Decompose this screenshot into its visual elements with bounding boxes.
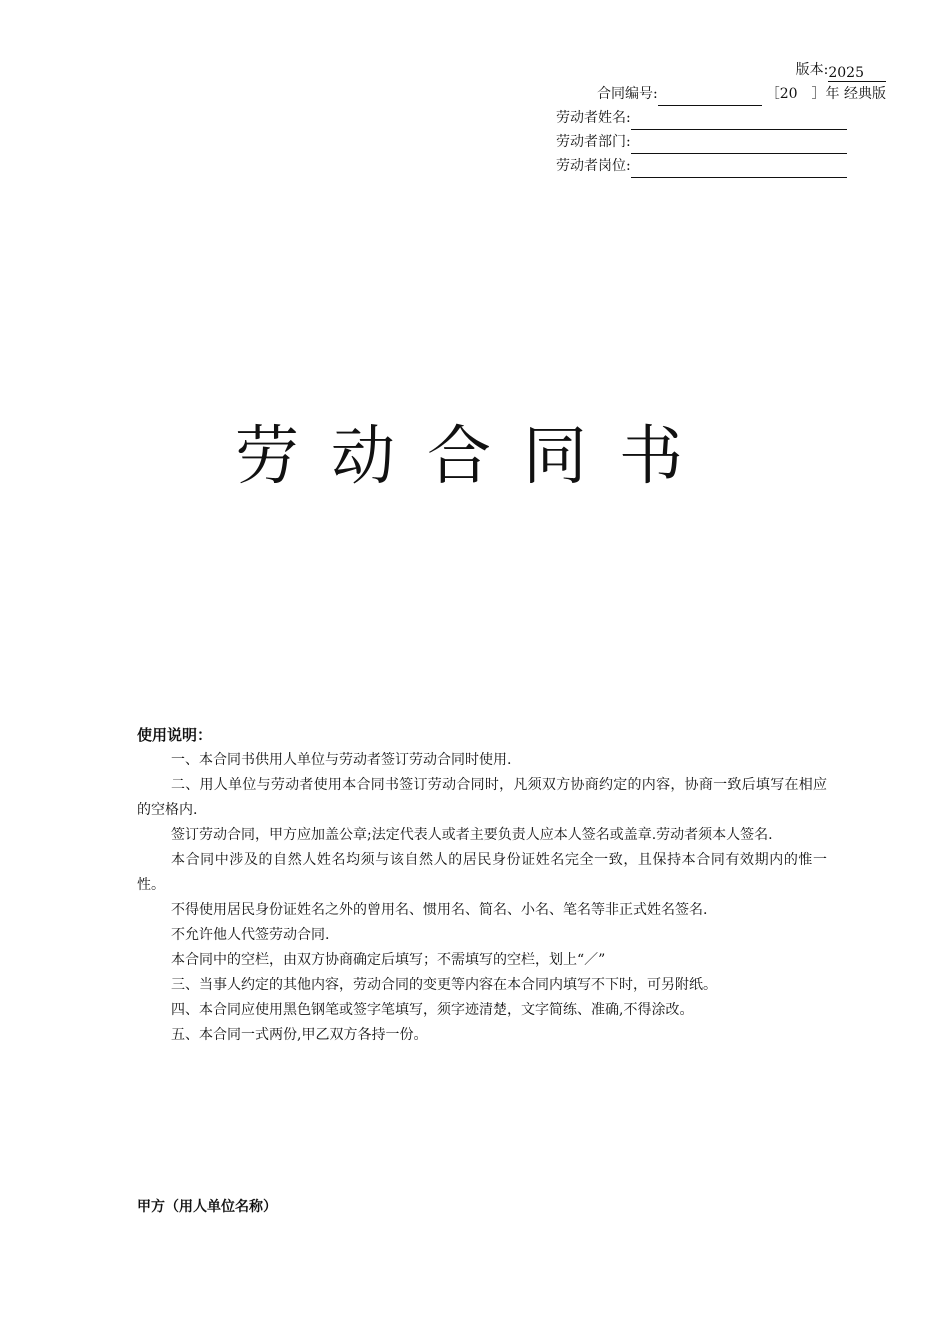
worker-name-field[interactable] [631, 113, 847, 130]
contract-header [526, 58, 886, 178]
worker-dept-label: 劳动者部门: [556, 134, 631, 150]
version-row [526, 58, 886, 82]
contract-number-label: 合同编号: [597, 86, 658, 102]
instruction-paragraph: 本合同中的空栏，由双方协商确定后填写；不需填写的空栏，划上“／” [171, 952, 606, 968]
instruction-paragraph: 四、本合同应使用黑色钢笔或签字笔填写，须字迹清楚，文字简练、准确,不得涂改。 [171, 1002, 694, 1018]
instruction-paragraph: 五、本合同一式两份,甲乙双方各持一份。 [171, 1027, 428, 1043]
instruction-paragraph: 一、本合同书供用人单位与劳动者签订劳动合同时使用. [171, 752, 512, 768]
instruction-paragraph: 签订劳动合同，甲方应加盖公章;法定代表人或者主要负责人应本人签名或盖章.劳动者须本人签名. [171, 827, 773, 843]
worker-dept-row [526, 130, 886, 154]
worker-post-label: 劳动者岗位: [556, 158, 631, 174]
worker-post-field[interactable] [631, 161, 847, 178]
worker-name-row [526, 106, 886, 130]
instruction-paragraph: 二、用人单位与劳动者使用本合同书签订劳动合同时，凡须双方协商约定的内容，协商一致后填写在相应的空格内. [137, 777, 827, 818]
instruction-paragraph: 不得使用居民身份证姓名之外的曾用名、惯用名、简名、小名、笔名等非正式姓名签名. [171, 902, 708, 918]
instruction-paragraph: 本合同中涉及的自然人姓名均须与该自然人的居民身份证姓名完全一致，且保持本合同有效期内的惟一性。 [137, 852, 827, 893]
contract-number-field[interactable] [658, 89, 762, 106]
version-label: 版本: [795, 62, 829, 78]
contract-number-row [526, 82, 886, 106]
document-title: 劳动合同书 [235, 420, 715, 494]
version-value[interactable]: 2025 [828, 65, 886, 82]
worker-dept-field[interactable] [631, 137, 847, 154]
instructions-heading: 使用说明： [137, 726, 213, 744]
party-a-label: 甲方（用人单位名称） [137, 1199, 277, 1215]
worker-post-row [526, 154, 886, 178]
worker-name-label: 劳动者姓名: [556, 110, 631, 126]
instruction-paragraph: 三、当事人约定的其他内容，劳动合同的变更等内容在本合同内填写不下时，可另附纸。 [171, 977, 717, 993]
usage-instructions [137, 722, 827, 1048]
contract-year-edition: ［20 ］年 经典版 [765, 86, 886, 102]
instruction-paragraph: 不允许他人代签劳动合同. [171, 927, 330, 943]
